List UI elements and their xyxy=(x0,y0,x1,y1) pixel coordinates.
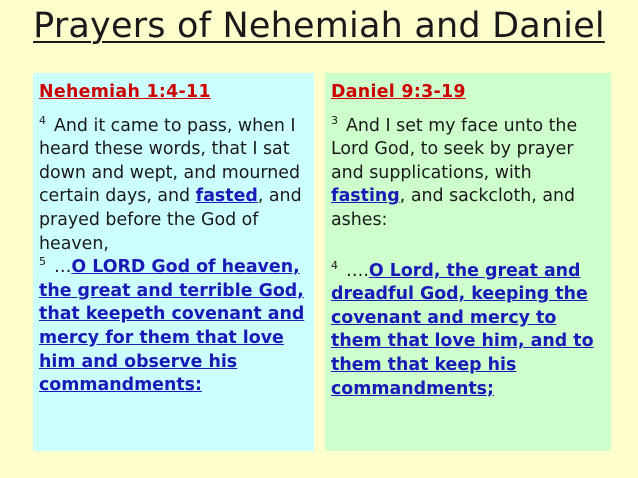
verse-text: , and prayed before the God of heaven, xyxy=(39,186,302,254)
verse-emphasis: fasted xyxy=(195,186,258,207)
verse-number: 5 xyxy=(39,255,46,269)
verse-text: , and sackcloth, and ashes: xyxy=(331,186,576,230)
verse-number: 4 xyxy=(331,258,338,272)
daniel-verse-3 xyxy=(331,115,605,233)
verse-text: And it came to pass, when I heard these words, that I sat down and wept, and mourned certain days, and xyxy=(39,115,300,207)
verse-quote: O LORD God of heaven, the great and terrible God, that keepeth covenant and mercy for them that love him and observe his commandments: xyxy=(39,257,305,396)
nehemiah-reference: Nehemiah 1:4-11 xyxy=(39,82,211,102)
verse-number: 3 xyxy=(331,113,338,127)
verse-gap xyxy=(331,233,605,260)
verse-quote: O Lord, the great and dreadful God, keeping the covenant and mercy to them that love him, and to them that keep his commandments; xyxy=(331,260,594,399)
verse-lead: … xyxy=(54,257,72,278)
verse-text: And I set my face unto the Lord God, to seek by prayer and supplications, with xyxy=(331,115,578,183)
verse-number: 4 xyxy=(39,113,46,127)
nehemiah-verse-4 xyxy=(39,115,308,257)
verse-emphasis: fasting xyxy=(331,186,400,207)
verse-lead: …. xyxy=(346,260,369,281)
page-title: Prayers of Nehemiah and Daniel xyxy=(33,6,605,46)
daniel-verse-4 xyxy=(331,260,605,402)
nehemiah-panel xyxy=(33,73,314,451)
daniel-panel xyxy=(325,73,611,451)
daniel-reference: Daniel 9:3-19 xyxy=(331,82,466,102)
nehemiah-verse-5 xyxy=(39,256,308,398)
